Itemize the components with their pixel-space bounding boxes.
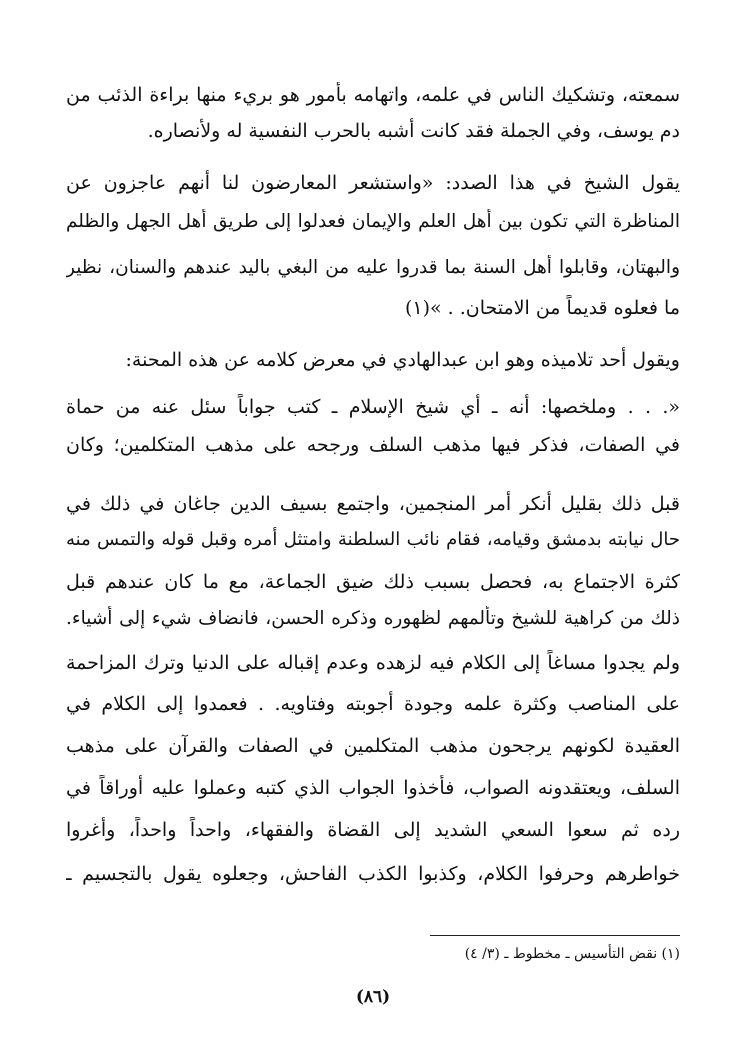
footnote: (١) نقض التأسيس ـ مخطوط ـ (٣/ ٤) [464,946,680,962]
text-line: كثرة الاجتماع به، فحصل بسبب ذلك ضيق الجماعة، مع ما كان عندهم قبل [66,571,680,593]
text-line: ولم يجدوا مساغاً إلى الكلام فيه لزهده وعدم إقباله على الدنيا وترك المزاحمة [66,652,680,674]
page-number: (٨٦) [355,987,391,1007]
text-line: يقول الشيخ في هذا الصدد: «واستشعر المعارضون لنا أنهم عاجزون عن [66,172,680,194]
text-line: العقيدة لكونهم يرجحون مذهب المتكلمين في الصفات والقرآن على مذهب [66,735,680,757]
text-line: على المناصب وكثرة علمه وجودة أجوبته وفتاويه. . فعمدوا إلى الكلام في [66,693,680,715]
text-line: حال نيابته بدمشق وقيامه، فقام نائب السلطنة وامتثل أمره وقبل قوله والتمس منه [66,529,680,550]
text-line: المناظرة التي تكون بين أهل العلم والإيمان فعدلوا إلى طريق أهل الجهل والظلم [66,211,680,232]
footnote-divider [430,935,680,936]
text-line: في الصفات، فذكر فيها مذهب السلف ورجحه على مذهب المتكلمين؛ وكان [66,434,680,456]
text-line: ما فعلوه قديماً من الامتحان. . »(١) [404,297,680,319]
text-line: خواطرهم وحرفوا الكلام، وكذبوا الكذب الفاحش، وجعلوه يقول بالتجسيم ـ [66,863,680,885]
text-line: ويقول أحد تلاميذه وهو ابن عبدالهادي في معرض كلامه عن هذه المحنة: [125,349,680,371]
text-line: السلف، ويعتقدونه الصواب، فأخذوا الجواب الذي كتبه وعملوا عليه أوراقاً في [66,777,680,799]
text-line: قبل ذلك بقليل أنكر أمر المنجمين، واجتمع بسيف الدين جاغان في ذلك في [66,493,680,515]
text-line: رده ثم سعوا السعي الشديد إلى القضاة والفقهاء، واحداً واحداً، وأغروا [66,819,680,841]
text-line: ذلك من كراهية للشيخ وتألمهم لظهوره وذكره الحسن، فانضاف شيء إلى أشياء. [66,608,680,629]
text-line: دم يوسف، وفي الجملة فقد كانت أشبه بالحرب النفسية له ولأنصاره. [147,120,680,142]
text-line: «. . . وملخصها: أنه ـ أي شيخ الإسلام ـ كتب جواباً سئل عنه من حماة [66,396,680,418]
text-line: سمعته، وتشكيك الناس في علمه، واتهامه بأمور هو بريء منها براءة الذئب من [66,84,680,106]
text-line: والبهتان، وقابلوا أهل السنة بما قدروا عليه من البغي باليد عندهم والسنان، نظير [66,257,680,278]
